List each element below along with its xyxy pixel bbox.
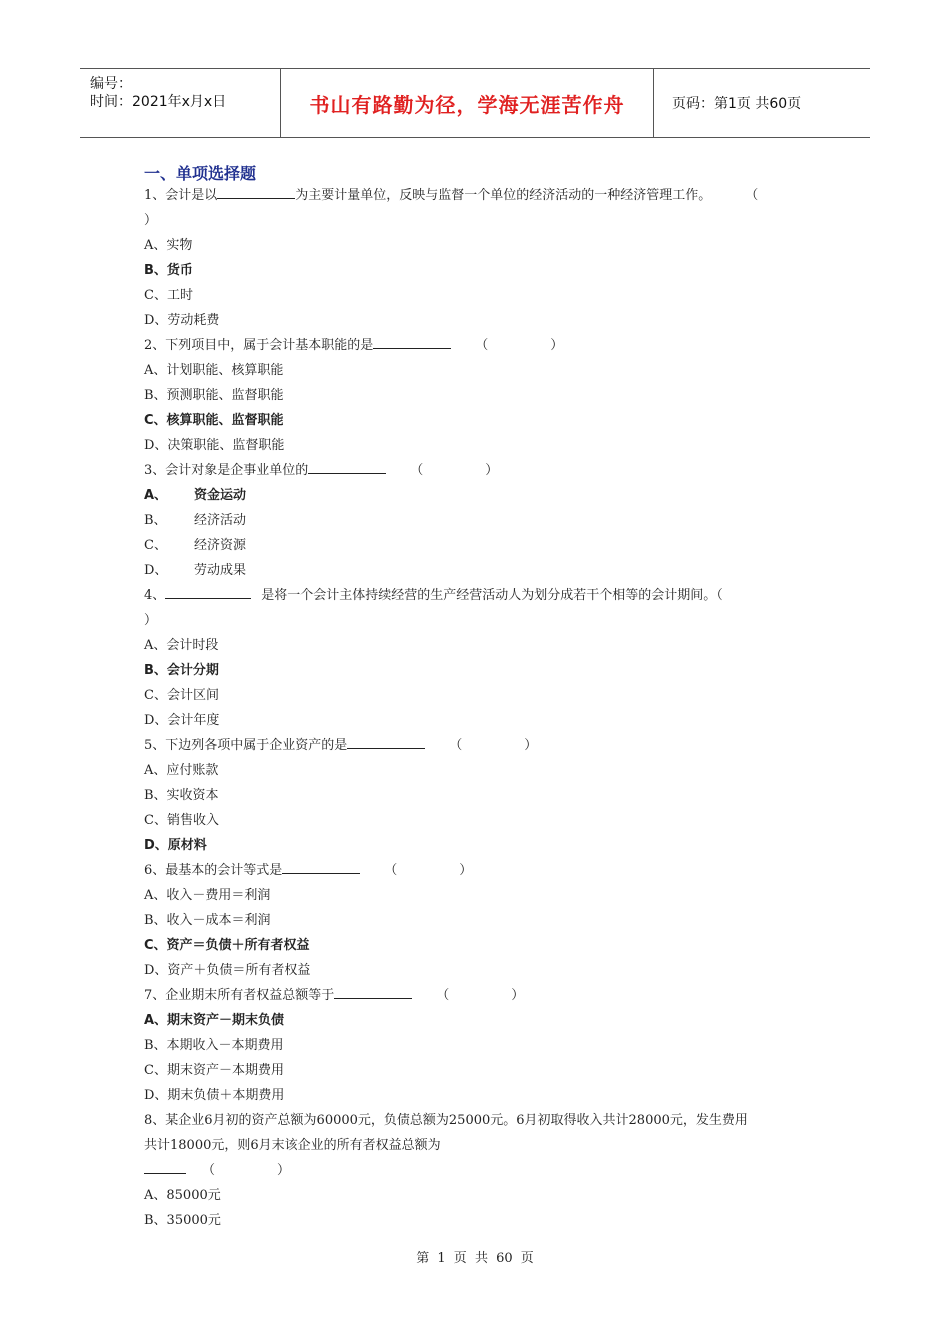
question-1-paren-close: ） — [144, 213, 158, 228]
question-1 — [144, 183, 814, 208]
option: D、期末负债＋本期费用 — [144, 1088, 285, 1103]
paren-close: ） — [485, 463, 499, 478]
paren-close: ） — [550, 338, 564, 353]
option-text: 经济资源 — [194, 538, 247, 553]
paren-open: （ — [202, 1163, 216, 1178]
question-7 — [144, 983, 814, 1008]
question-3 — [144, 458, 814, 483]
paren-open: （ — [745, 188, 759, 203]
question-list — [144, 183, 814, 1233]
option: B、本期收入－本期费用 — [144, 1038, 284, 1053]
footer-text: 页 — [453, 1251, 467, 1266]
option-text: 劳动成果 — [194, 563, 247, 578]
paren-open: （ — [410, 463, 424, 478]
paren-open: （ — [475, 338, 489, 353]
paren-open: （ — [384, 863, 398, 878]
footer-text: 共 — [474, 1251, 488, 1266]
question-text: 5、下边列各项中属于企业资产的是 — [144, 738, 348, 753]
option: A、收入－费用＝利润 — [144, 888, 271, 903]
option: A、会计时段 — [144, 638, 219, 653]
option: A、应付账款 — [144, 763, 219, 778]
option-correct: C、核算职能、监督职能 — [144, 413, 284, 428]
option — [144, 558, 814, 583]
question-8-line-3 — [144, 1158, 814, 1183]
paren-close: ） — [277, 1163, 291, 1178]
option-correct — [144, 483, 814, 508]
answer-blank — [373, 334, 451, 349]
question-text: 4、 — [144, 588, 166, 603]
footer-text: 页 — [520, 1251, 534, 1266]
option-correct: B、会计分期 — [144, 663, 219, 678]
question-8-line-2: 共计18000元，则6月末该企业的所有者权益总额为 — [144, 1138, 441, 1153]
question-text: 2、下列项目中，属于会计基本职能的是 — [144, 338, 374, 353]
option: A、85000元 — [144, 1188, 221, 1203]
option-letter: A、 — [144, 488, 168, 503]
answer-blank — [347, 734, 425, 749]
answer-blank — [165, 584, 251, 599]
question-text: 6、最基本的会计等式是 — [144, 863, 283, 878]
option-correct: C、资产＝负债＋所有者权益 — [144, 938, 310, 953]
answer-blank — [334, 984, 412, 999]
question-4-paren-close: ） — [144, 613, 158, 628]
option-letter: C、 — [144, 538, 167, 553]
question-2 — [144, 333, 814, 358]
number-label: 编号： — [90, 76, 132, 92]
option: B、实收资本 — [144, 788, 219, 803]
paren-close: ） — [459, 863, 473, 878]
time-label: 时间：2021年x月x日 — [90, 94, 227, 110]
option: C、工时 — [144, 288, 193, 303]
header-motto: 书山有路勤为径，学海无涯苦作舟 — [281, 69, 654, 137]
option: A、实物 — [144, 238, 193, 253]
question-text: 为主要计量单位，反映与监督一个单位的经济活动的一种经济管理工作。 — [295, 188, 712, 203]
answer-blank — [308, 459, 386, 474]
question-text: 1、会计是以 — [144, 188, 218, 203]
option: C、销售收入 — [144, 813, 219, 828]
option: A、计划职能、核算职能 — [144, 363, 284, 378]
header-meta-cell — [80, 69, 281, 137]
option: B、预测职能、监督职能 — [144, 388, 284, 403]
question-4 — [144, 583, 814, 608]
question-6 — [144, 858, 814, 883]
document-header — [80, 68, 870, 138]
footer-page-number: 1 — [437, 1251, 446, 1266]
header-page-cell — [664, 69, 870, 137]
page-footer — [0, 1247, 950, 1266]
option: B、收入－成本＝利润 — [144, 913, 271, 928]
option: D、决策职能、监督职能 — [144, 438, 285, 453]
option — [144, 508, 814, 533]
option: D、资产＋负债＝所有者权益 — [144, 963, 311, 978]
answer-blank — [282, 859, 360, 874]
option-text: 资金运动 — [194, 488, 247, 503]
question-text: 是将一个会计主体持续经营的生产经营活动人为划分成若干个相等的会计期间。（ — [261, 588, 723, 603]
answer-blank — [144, 1159, 186, 1174]
option-letter: D、 — [144, 563, 168, 578]
option: C、会计区间 — [144, 688, 219, 703]
page-label: 页码：第1页 共60页 — [672, 96, 802, 112]
question-text: 3、会计对象是企事业单位的 — [144, 463, 309, 478]
option: C、期末资产－本期费用 — [144, 1063, 284, 1078]
section-title: 一、单项选择题 — [144, 164, 257, 183]
option-text: 经济活动 — [194, 513, 247, 528]
option-correct: B、货币 — [144, 263, 193, 278]
question-text: 7、企业期末所有者权益总额等于 — [144, 988, 335, 1003]
paren-close: ） — [511, 988, 525, 1003]
option — [144, 533, 814, 558]
question-5 — [144, 733, 814, 758]
option-correct: A、期末资产－期末负债 — [144, 1013, 285, 1028]
option-letter: B、 — [144, 513, 167, 528]
question-8-line-1: 8、某企业6月初的资产总额为60000元，负债总额为25000元。6月初取得收入共计28000元，发生费用 — [144, 1113, 748, 1128]
answer-blank — [217, 184, 295, 199]
option: D、会计年度 — [144, 713, 220, 728]
footer-text: 第 — [416, 1251, 430, 1266]
option-correct: D、原材料 — [144, 838, 207, 853]
option: B、35000元 — [144, 1213, 221, 1228]
footer-total-pages: 60 — [496, 1251, 513, 1266]
option: D、劳动耗费 — [144, 313, 220, 328]
paren-open: （ — [449, 738, 463, 753]
paren-open: （ — [436, 988, 450, 1003]
paren-close: ） — [524, 738, 538, 753]
